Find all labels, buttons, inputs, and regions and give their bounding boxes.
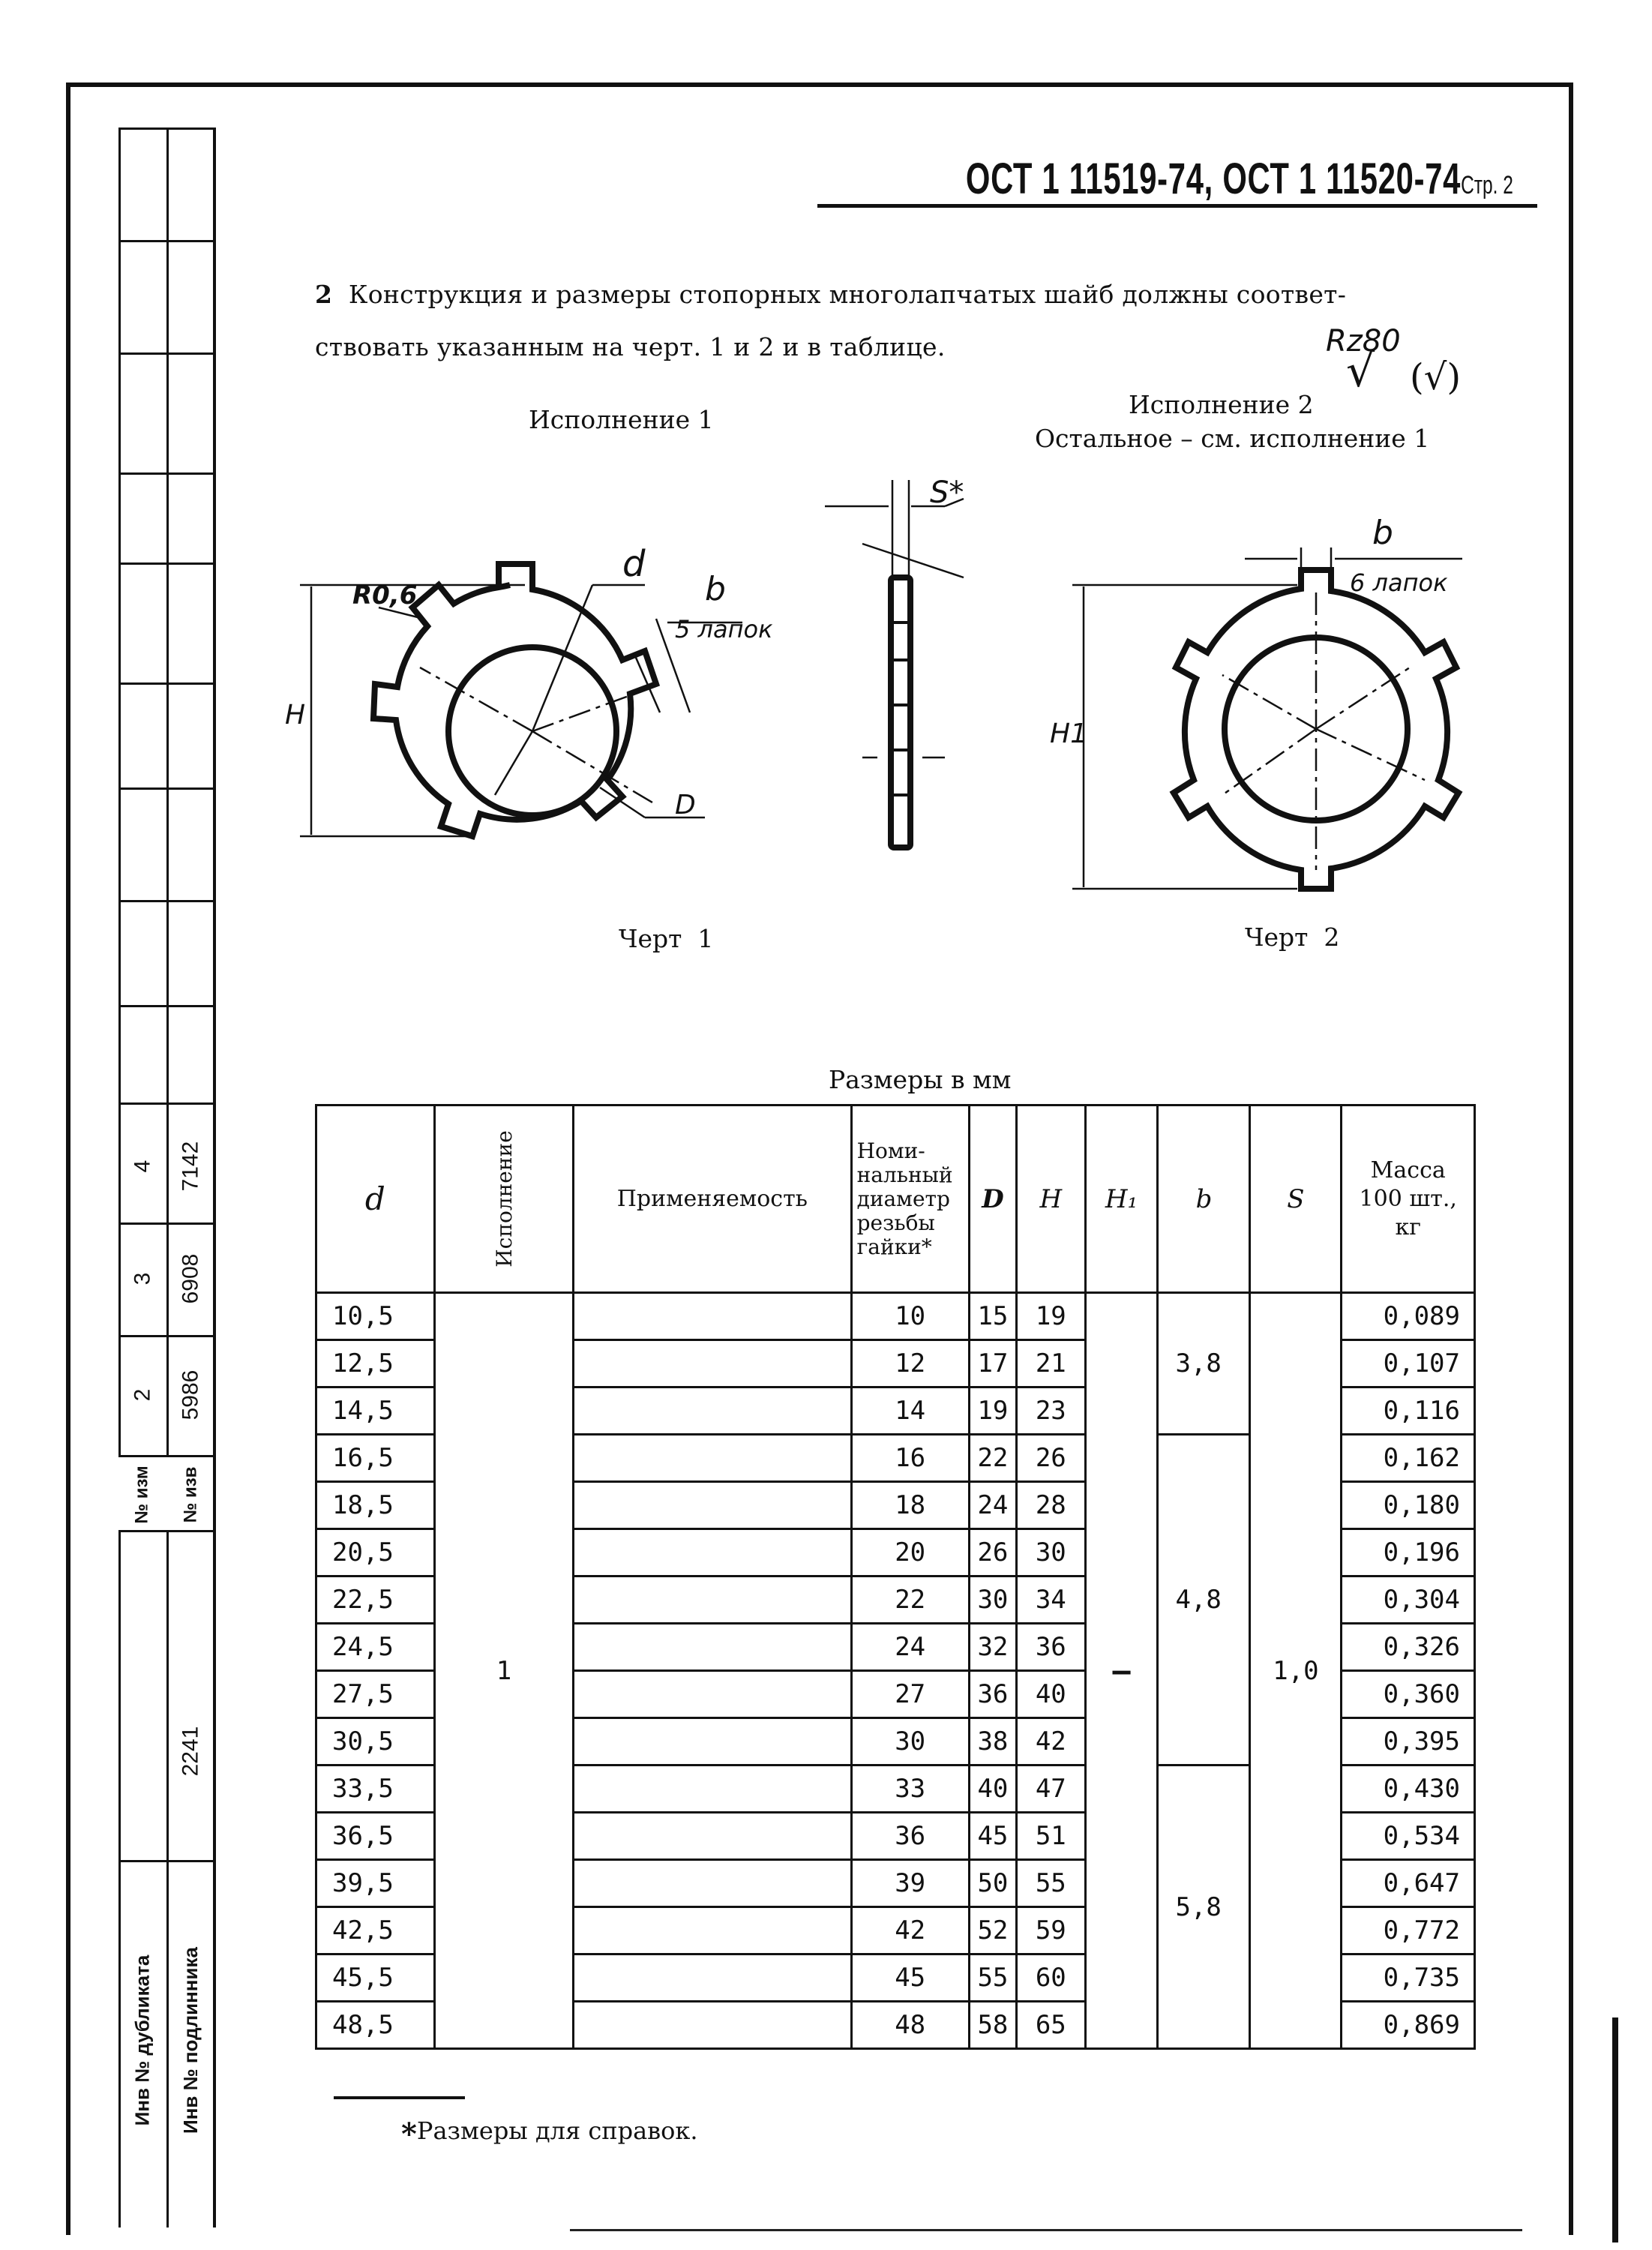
cell-b: 3,8 (1158, 1293, 1250, 1435)
paragraph-line-2: ствовать указанным на черт. 1 и 2 и в таблице. (315, 332, 946, 362)
cell-D: 38 (969, 1718, 1016, 1766)
header-H: H (1017, 1106, 1085, 1293)
cell-thread: 14 (851, 1388, 969, 1435)
header-mass: Масса 100 шт., кг (1342, 1106, 1475, 1293)
cell-d: 16,5 (316, 1435, 435, 1482)
cell-d: 22,5 (316, 1576, 435, 1624)
standard-number: ОСТ 1 11519-74, ОСТ 1 11520-74 (966, 154, 1462, 203)
cell-usage (574, 1813, 851, 1860)
cell-usage (574, 1954, 851, 2002)
variant2-note: Остальное – см. исполнение 1 (1035, 424, 1430, 453)
cell-mass: 0,326 (1342, 1624, 1475, 1671)
cell-thread: 10 (851, 1293, 969, 1340)
cell-H: 60 (1017, 1954, 1085, 2002)
label-H: H (285, 700, 306, 730)
roughness-mark (1320, 322, 1500, 405)
label-b1: b (705, 570, 726, 608)
label-H1: H1 (1050, 718, 1087, 749)
cell-H: 26 (1017, 1435, 1085, 1482)
strip-gap-left (112, 1454, 118, 1528)
cell-thread: 22 (851, 1576, 969, 1624)
cell-thread: 24 (851, 1624, 969, 1671)
cell-D: 50 (969, 1860, 1016, 1907)
change-doc-7142: 7142 (178, 1141, 202, 1192)
cell-thread: 36 (851, 1813, 969, 1860)
footnote-rule (334, 2096, 465, 2099)
cell-usage (574, 2002, 851, 2049)
cell-usage (574, 1718, 851, 1766)
cell-thread: 18 (851, 1482, 969, 1529)
table-body (316, 1293, 1475, 2049)
cell-mass: 0,162 (1342, 1435, 1475, 1482)
label-6-lugs: 6 лапок (1350, 568, 1448, 597)
cell-usage (574, 1576, 851, 1624)
cell-D: 58 (969, 2002, 1016, 2049)
cell-usage (574, 1340, 851, 1388)
cell-H: 59 (1017, 1907, 1085, 1954)
cell-mass: 0,196 (1342, 1529, 1475, 1576)
cell-H: 36 (1017, 1624, 1085, 1671)
technical-drawings (225, 465, 1500, 930)
cell-mass: 0,869 (1342, 2002, 1475, 2049)
cell-d: 42,5 (316, 1907, 435, 1954)
cell-usage (574, 1766, 851, 1813)
paragraph-line-2-wrap (315, 319, 946, 376)
page-number: Стр. 2 (1461, 171, 1513, 200)
cell-thread: 12 (851, 1340, 969, 1388)
right-edge-mark (1612, 2018, 1618, 2242)
cell-d: 18,5 (316, 1482, 435, 1529)
cell-d: 45,5 (316, 1954, 435, 2002)
cell-d: 20,5 (316, 1529, 435, 1576)
header-thread: Номи- нальный диаметр резьбы гайки* (851, 1106, 969, 1293)
cell-usage (574, 1482, 851, 1529)
cell-D: 40 (969, 1766, 1016, 1813)
paragraph (315, 266, 1485, 323)
label-d: d (622, 543, 646, 585)
fig1-caption: Черт 1 (619, 924, 714, 953)
header-variant: Исполнение (434, 1106, 574, 1293)
cell-usage (574, 1293, 851, 1340)
cell-D: 32 (969, 1624, 1016, 1671)
footnote-marker: * (401, 2116, 417, 2152)
cell-H: 23 (1017, 1388, 1085, 1435)
cell-D: 17 (969, 1340, 1016, 1388)
cell-thread: 30 (851, 1718, 969, 1766)
cell-D: 24 (969, 1482, 1016, 1529)
cell-usage (574, 1624, 851, 1671)
table-row (316, 1293, 1475, 1340)
cell-mass: 0,772 (1342, 1907, 1475, 1954)
header-D: D (969, 1106, 1016, 1293)
cell-H: 40 (1017, 1671, 1085, 1718)
cell-D: 22 (969, 1435, 1016, 1482)
cell-usage (574, 1860, 851, 1907)
cell-H: 47 (1017, 1766, 1085, 1813)
cell-H: 28 (1017, 1482, 1085, 1529)
change-num-3: 3 (130, 1272, 154, 1286)
cell-d: 14,5 (316, 1388, 435, 1435)
header-usage: Применяемость (574, 1106, 851, 1293)
paragraph-line-1: Конструкция и размеры стопорных многолапчатых шайб должны соответ- (348, 280, 1347, 309)
cell-usage (574, 1435, 851, 1482)
label-b2: b (1372, 514, 1393, 552)
label-5-lugs: 5 лапок (675, 615, 773, 644)
cell-d: 39,5 (316, 1860, 435, 1907)
roughness-bracket-icon: (√) (1410, 356, 1462, 398)
cell-d: 48,5 (316, 2002, 435, 2049)
cell-b: 5,8 (1158, 1766, 1250, 2049)
cell-S: 1,0 (1250, 1293, 1342, 2049)
cell-D: 30 (969, 1576, 1016, 1624)
header-H1: H₁ (1085, 1106, 1158, 1293)
variant2-title: Исполнение 2 (1129, 390, 1314, 419)
cell-usage (574, 1671, 851, 1718)
cell-mass: 0,647 (1342, 1860, 1475, 1907)
label-D: D (675, 790, 696, 820)
cell-thread: 20 (851, 1529, 969, 1576)
cell-d: 10,5 (316, 1293, 435, 1340)
cell-D: 19 (969, 1388, 1016, 1435)
inventory-value: 2241 (178, 1726, 202, 1777)
cell-mass: 0,116 (1342, 1388, 1475, 1435)
fig2-caption: Черт 2 (1245, 922, 1340, 952)
dimensions-table (315, 1104, 1476, 2050)
cell-usage (574, 1529, 851, 1576)
cell-mass: 0,360 (1342, 1671, 1475, 1718)
variant1-title: Исполнение 1 (529, 405, 714, 434)
table-header-row (316, 1106, 1475, 1293)
label-radius: R0,6 (352, 580, 418, 610)
cell-mass: 0,735 (1342, 1954, 1475, 2002)
cell-mass: 0,089 (1342, 1293, 1475, 1340)
cell-D: 55 (969, 1954, 1016, 2002)
cell-variant: 1 (434, 1293, 574, 2049)
header-S: S (1250, 1106, 1342, 1293)
cell-mass: 0,430 (1342, 1766, 1475, 1813)
cell-usage (574, 1907, 851, 1954)
cell-mass: 0,534 (1342, 1813, 1475, 1860)
cell-D: 45 (969, 1813, 1016, 1860)
cell-mass: 0,180 (1342, 1482, 1475, 1529)
change-doc-6908: 6908 (178, 1253, 202, 1304)
cell-thread: 42 (851, 1907, 969, 1954)
cell-H: 21 (1017, 1340, 1085, 1388)
change-num-4: 4 (130, 1160, 154, 1173)
cell-usage (574, 1388, 851, 1435)
cell-mass: 0,395 (1342, 1718, 1475, 1766)
cell-H1: – (1085, 1293, 1158, 2049)
paragraph-number: 2 (315, 280, 333, 309)
change-num-2: 2 (130, 1388, 154, 1402)
footnote-text: Размеры для справок. (416, 2116, 698, 2145)
inv-duplicate-label: Инв № дубликата (130, 1954, 154, 2126)
cell-d: 30,5 (316, 1718, 435, 1766)
cell-D: 15 (969, 1293, 1016, 1340)
cell-b: 4,8 (1158, 1435, 1250, 1766)
label-s: S* (930, 476, 964, 510)
roughness-value: Rz80 (1326, 324, 1401, 358)
cell-thread: 33 (851, 1766, 969, 1813)
cell-d: 12,5 (316, 1340, 435, 1388)
cell-H: 42 (1017, 1718, 1085, 1766)
cell-d: 33,5 (316, 1766, 435, 1813)
header-d: d (316, 1106, 435, 1293)
strip-gap-line (118, 1530, 216, 1532)
header-b: b (1158, 1106, 1250, 1293)
cell-H: 55 (1017, 1860, 1085, 1907)
doc-no-label: № изв (180, 1466, 201, 1522)
table-caption: Размеры в мм (829, 1065, 1012, 1094)
footnote (401, 2116, 698, 2152)
cell-D: 52 (969, 1907, 1016, 1954)
cell-D: 26 (969, 1529, 1016, 1576)
change-doc-5986: 5986 (178, 1370, 202, 1420)
side-strip (118, 128, 216, 2228)
bottom-edge-line (570, 2229, 1522, 2231)
cell-H: 34 (1017, 1576, 1085, 1624)
cell-H: 19 (1017, 1293, 1085, 1340)
inv-original-label: Инв № подлинника (178, 1946, 202, 2134)
cell-mass: 0,107 (1342, 1340, 1475, 1388)
cell-thread: 27 (851, 1671, 969, 1718)
cell-H: 65 (1017, 2002, 1085, 2049)
cell-thread: 45 (851, 1954, 969, 2002)
cell-H: 30 (1017, 1529, 1085, 1576)
cell-thread: 48 (851, 2002, 969, 2049)
cell-d: 36,5 (316, 1813, 435, 1860)
document-header (966, 154, 1513, 204)
header-underline (817, 204, 1537, 208)
change-no-label: № изм (132, 1465, 153, 1524)
cell-d: 24,5 (316, 1624, 435, 1671)
cell-thread: 39 (851, 1860, 969, 1907)
cell-mass: 0,304 (1342, 1576, 1475, 1624)
cell-d: 27,5 (316, 1671, 435, 1718)
washer-side-view (891, 578, 910, 848)
cell-thread: 16 (851, 1435, 969, 1482)
cell-H: 51 (1017, 1813, 1085, 1860)
cell-D: 36 (969, 1671, 1016, 1718)
roughness-check-icon: √ (1346, 345, 1375, 398)
